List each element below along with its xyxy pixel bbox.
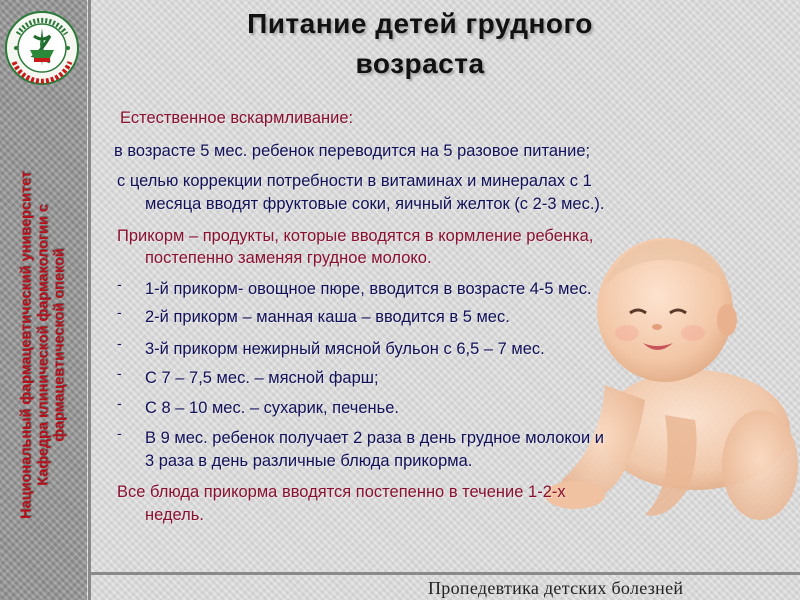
final-note-line-2: недель. [145,506,204,524]
sidebar-line-2: Кафедра клинической фармакологии с [34,204,51,486]
paragraph-juices-line-2: месяца вводят фруктовые соки, яичный желток (с 2-3 мес.). [145,195,605,213]
list-bullet: - [117,335,122,351]
definition-line-2: постепенно заменяя грудное молоко. [145,249,432,267]
sidebar-line-1: Национальный фармацевтический университет [18,171,35,519]
list-item: 2-й прикорм – манная каша – вводится в 5 мес. [145,308,510,326]
paragraph-juices-line-1: с целью коррекции потребности в витаминах и минералах с 1 [117,172,592,190]
title-line-1: Питание детей грудного [247,8,593,39]
sidebar-line-3: фармацевтической опекой [51,248,68,442]
list-item: В 9 мес. ребенок получает 2 раза в день грудное молокои и [145,429,604,447]
definition-line-1: Прикорм – продукты, которые вводятся в кормление ребенка, [117,227,594,245]
title-line-2: возраста [355,48,485,79]
list-item: С 8 – 10 мес. – сухарик, печенье. [145,399,399,417]
final-note-line-1: Все блюда прикорма вводятся постепенно в течение 1-2-х [117,483,566,501]
list-bullet: - [117,425,122,441]
paragraph-five-meals: в возрасте 5 мес. ребенок переводится на 5 разовое питание; [114,142,591,160]
list-bullet: - [117,395,122,411]
list-bullet: - [117,365,122,381]
list-bullet: - [117,304,122,320]
list-bullet: - [117,276,122,292]
list-item: 1-й прикорм- овощное пюре, вводится в возрасте 4-5 мес. [145,280,592,298]
footer-course-title: Пропедевтика детских болезней [428,578,684,598]
list-item-continuation: 3 раза в день различные блюда прикорма. [145,452,473,470]
list-item: 3-й прикорм нежирный мясной бульон с 6,5 – 7 мес. [145,340,545,358]
natural-feeding-heading: Естественное вскармливание: [120,109,354,127]
list-item: С 7 – 7,5 мес. – мясной фарш; [145,369,379,387]
